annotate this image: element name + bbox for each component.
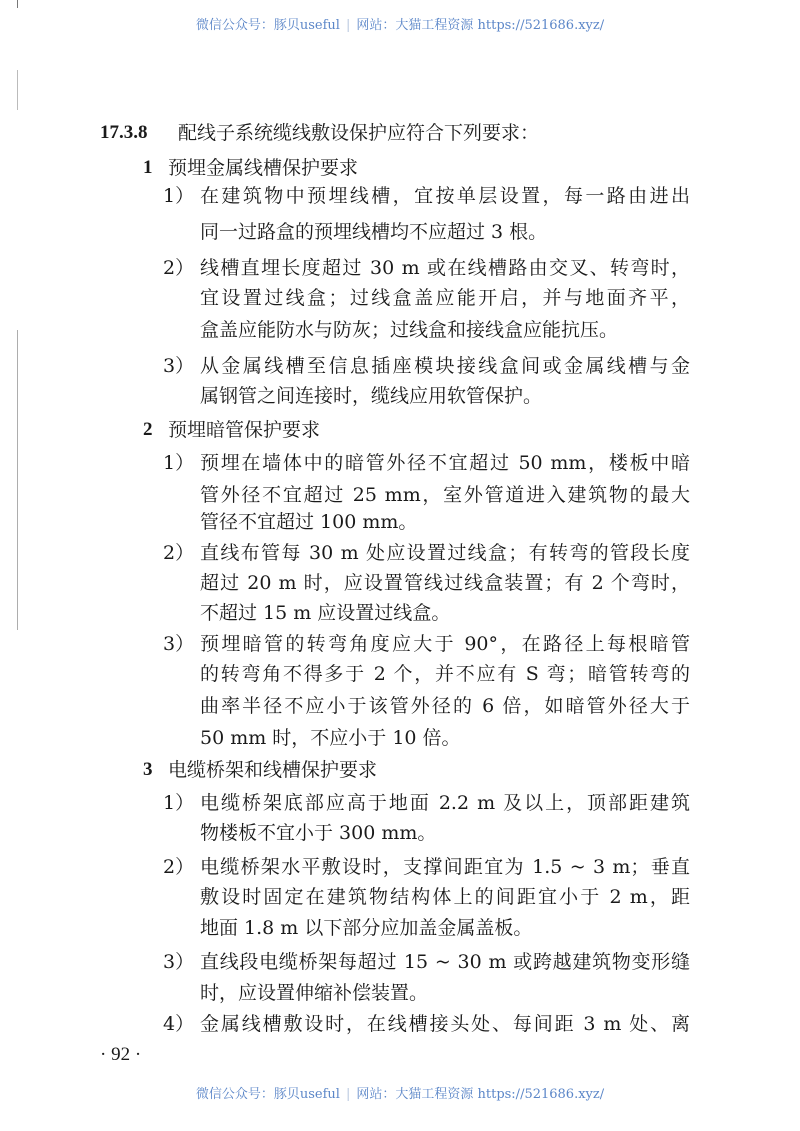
item-text-line: 电缆桥架水平敷设时，支撑间距宜为 1.5 ~ 3 m；垂直 (200, 856, 690, 878)
item-text-line: 的转弯角不得多于 2 个，并不应有 S 弯；暗管转弯的 (200, 663, 690, 685)
item-text-line: 地面 1.8 m 以下部分应加盖金属盖板。 (200, 917, 533, 939)
section-number: 2 (143, 419, 153, 440)
item-text-line: 从金属线槽至信息插座模块接线盒间或金属线槽与金 (200, 355, 690, 377)
item-marker: 1） (163, 792, 195, 814)
section-title: 预埋金属线槽保护要求 (168, 157, 359, 179)
item-text-line: 50 mm 时，不应小于 10 倍。 (200, 727, 461, 749)
item-text-line: 物楼板不宜小于 300 mm。 (200, 822, 437, 844)
section-title: 电缆桥架和线槽保护要求 (168, 759, 378, 781)
item-marker: 3） (163, 951, 195, 973)
item-marker: 2） (163, 257, 195, 279)
item-text-line: 预埋暗管的转弯角度应大于 90°，在路径上每根暗管 (200, 633, 690, 655)
watermark-left: 微信公众号：豚贝useful (195, 1087, 340, 1102)
item-text-line: 盒盖应能防水与防灰；过线盒和接线盒应能抗压。 (200, 319, 619, 341)
item-text-line: 预埋在墙体中的暗管外径不宜超过 50 mm，楼板中暗 (200, 452, 690, 474)
item-text-line: 管径不宜超过 100 mm。 (200, 511, 418, 533)
scan-mark (17, 330, 18, 630)
item-text-line: 敷设时固定在建筑物结构体上的间距宜小于 2 m，距 (200, 886, 690, 908)
item-marker: 2） (163, 856, 195, 878)
clause-title: 配线子系统缆线敷设保护应符合下列要求： (178, 122, 540, 144)
scan-mark (17, 70, 18, 110)
watermark-left: 微信公众号：豚贝useful (195, 18, 340, 33)
item-marker: 2） (163, 542, 195, 564)
item-text-line: 属钢管之间连接时，缆线应用软管保护。 (200, 385, 543, 407)
item-text-line: 直线段电缆桥架每超过 15 ~ 30 m 或跨越建筑物变形缝 (200, 951, 690, 973)
watermark-top (0, 14, 800, 33)
item-text-line: 电缆桥架底部应高于地面 2.2 m 及以上，顶部距建筑 (200, 792, 690, 814)
item-text-line: 线槽直埋长度超过 30 m 或在线槽路由交叉、转弯时， (200, 257, 690, 279)
item-text-line: 金属线槽敷设时，在线槽接头处、每间距 3 m 处、离 (200, 1013, 690, 1035)
section-title: 预埋暗管保护要求 (168, 419, 321, 441)
item-marker: 1） (163, 452, 195, 474)
item-text-line: 管外径不宜超过 25 mm，室外管道进入建筑物的最大 (200, 484, 690, 506)
watermark-separator: | (345, 1087, 351, 1102)
page-number: · 92 · (100, 1044, 142, 1065)
section-number: 3 (143, 759, 153, 780)
watermark-right: 网站：大猫工程资源 https://521686.xyz/ (356, 1087, 605, 1102)
watermark-right: 网站：大猫工程资源 https://521686.xyz/ (356, 18, 605, 33)
section-number: 1 (143, 157, 153, 178)
watermark-bottom (0, 1083, 800, 1102)
scan-mark (17, 0, 18, 8)
item-text-line: 同一过路盒的预埋线槽均不应超过 3 根。 (200, 221, 548, 243)
clause-number: 17.3.8 (100, 122, 148, 143)
item-text-line: 超过 20 m 时，应设置管线过线盒装置；有 2 个弯时， (200, 572, 690, 594)
item-text-line: 直线布管每 30 m 处应设置过线盒；有转弯的管段长度 (200, 542, 690, 564)
item-text-line: 不超过 15 m 应设置过线盒。 (200, 602, 451, 624)
item-marker: 4） (163, 1013, 195, 1035)
item-marker: 3） (163, 633, 195, 655)
item-text-line: 宜设置过线盒；过线盒盖应能开启，并与地面齐平， (200, 287, 690, 309)
item-marker: 1） (163, 185, 195, 207)
item-text-line: 曲率半径不应小于该管外径的 6 倍，如暗管外径大于 (200, 695, 690, 717)
item-marker: 3） (163, 355, 195, 377)
watermark-separator: | (345, 18, 351, 33)
item-text-line: 时，应设置伸缩补偿装置。 (200, 982, 429, 1004)
item-text-line: 在建筑物中预埋线槽，宜按单层设置，每一路由进出 (200, 185, 690, 207)
